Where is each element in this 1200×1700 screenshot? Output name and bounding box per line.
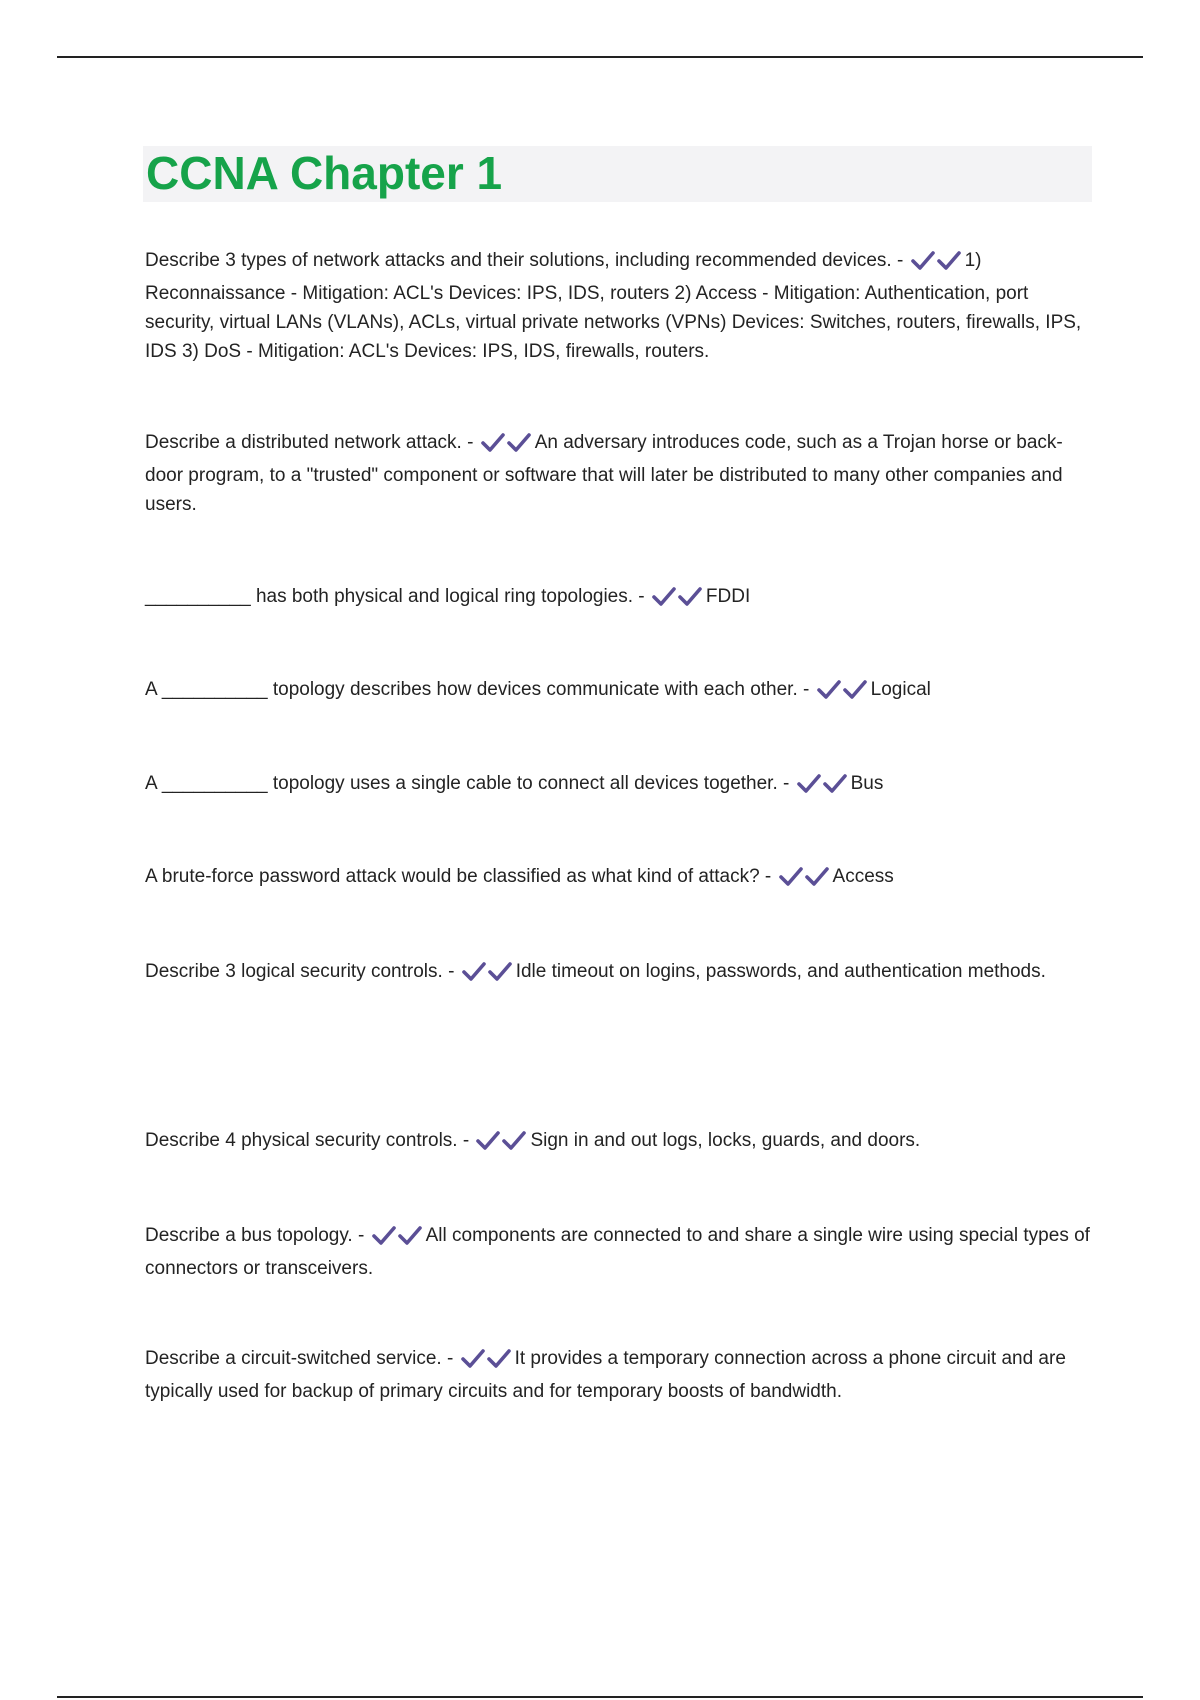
card-question: A __________ topology uses a single cable to connect all devices together. [145,773,778,794]
card-answer: All components are connected to and share a single wire using special types of connectors or transceivers. [145,1225,1090,1279]
separator: - [633,586,650,607]
page-bottom-rule [57,1696,1143,1698]
checkmarks [778,866,830,895]
card-question: Describe a circuit-switched service. [145,1348,442,1369]
card-question: Describe a distributed network attack. [145,432,462,453]
card-question: Describe 4 physical security controls. [145,1130,458,1151]
checkmarks [816,679,868,708]
flashcard-item [145,675,1095,708]
separator: - [442,961,460,982]
checkmarks [460,1348,512,1377]
separator: - [797,679,815,700]
checkmark-icon [480,432,506,454]
checkmark-icon [936,250,962,272]
card-question: Describe a bus topology. [145,1225,353,1246]
checkmarks [461,961,513,990]
separator: - [352,1225,370,1246]
card-answer: 1) Reconnaissance - Mitigation: ACL's Devices: IPS, IDS, routers 2) Access - Mitigation: Authentication, port security, virtual LANs (VLANs), ACLs, virtual private networks (VPNs) Devices: Switches, routers, firewalls, IPS, IDS 3) DoS - Mitigation: ACL's Devices: IPS, IDS, firewalls, routers. [145,250,1082,362]
flashcard-item [145,428,1095,519]
card-question: Describe 3 logical security controls. [145,961,443,982]
card-answer: FDDI [705,586,751,607]
card-answer: It provides a temporary connection across a phone circuit and are typically used for backup of primary circuits and for temporary boosts of bandwidth. [145,1348,1066,1402]
checkmarks [796,773,848,802]
checkmark-icon [651,586,677,608]
checkmark-icon [816,679,842,701]
separator: - [461,432,479,453]
checkmarks [475,1130,527,1159]
checkmark-icon [501,1130,527,1152]
card-answer: Idle timeout on logins, passwords, and authentication methods. [515,961,1046,982]
checkmark-icon [804,866,830,888]
checkmark-icon [461,961,487,983]
checkmark-icon [486,1348,512,1370]
card-answer: Bus [850,773,884,794]
checkmarks [480,432,532,461]
separator: - [891,250,909,271]
separator: - [457,1130,475,1151]
checkmark-icon [842,679,868,701]
flashcard-item [145,957,1095,990]
page-top-rule [57,56,1143,58]
flashcard-item [145,1344,1095,1406]
flashcard-item [145,862,1095,895]
checkmark-icon [371,1225,397,1247]
card-question: A __________ topology describes how devices communicate with each other. [145,679,798,700]
card-question: __________ has both physical and logical ring topologies. [145,586,634,607]
flashcard-item [145,582,1095,615]
separator: - [759,866,777,887]
checkmarks [371,1225,423,1254]
card-answer: An adversary introduces code, such as a Trojan horse or back-door program, to a "trusted" component or software that will later be distributed to many other companies and users. [145,432,1063,515]
checkmark-icon [475,1130,501,1152]
separator: - [441,1348,459,1369]
card-answer: Access [832,866,894,887]
checkmark-icon [487,961,513,983]
card-question: Describe 3 types of network attacks and their solutions, including recommended devices. [145,250,892,271]
flashcard-item [145,246,1095,366]
checkmark-icon [460,1348,486,1370]
checkmark-icon [506,432,532,454]
flashcard-item [145,769,1095,802]
card-answer: Logical [870,679,931,700]
checkmark-icon [796,773,822,795]
checkmark-icon [822,773,848,795]
separator: - [777,773,795,794]
checkmark-icon [397,1225,423,1247]
page-title: CCNA Chapter 1 [146,147,503,199]
checkmark-icon [677,586,703,608]
flashcard-item [145,1126,1095,1159]
flashcard-item [145,1221,1095,1283]
checkmark-icon [778,866,804,888]
checkmark-icon [910,250,936,272]
checkmarks [910,250,962,279]
checkmarks [651,586,703,615]
card-question: A brute-force password attack would be classified as what kind of attack? [145,866,760,887]
card-answer: Sign in and out logs, locks, guards, and doors. [530,1130,921,1151]
